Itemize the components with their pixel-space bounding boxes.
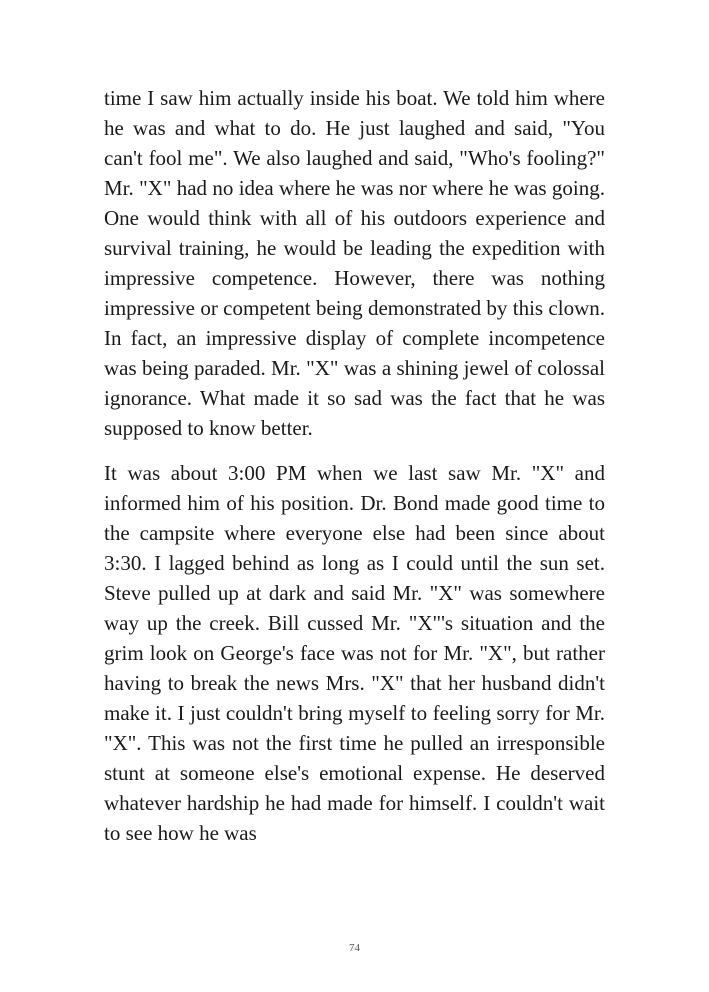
paragraph-1: time I saw him actually inside his boat. We told him where he was and what to do. He just laughed and said, "You can't fool me". We also laughed and said, "Who's fooling?" Mr. "X" had no idea where he was nor where he was going. One would think with all of his outdoors experience and survival training, he would be leading the expedition with impressive competence. However, there was nothing impressive or competent being demonstrated by this clown. In fact, an impressive display of complete incompetence was being paraded. Mr. "X" was a shining jewel of colossal ignorance. What made it so sad was the fact that he was supposed to know better.: [104, 86, 605, 440]
page-body: [104, 83, 605, 848]
page-number: 74: [349, 942, 360, 954]
paragraph-2: It was about 3:00 PM when we last saw Mr. "X" and informed him of his position. Dr. Bond made good time to the campsite where everyone else had been since about 3:30. I lagged behind as long as I could until the sun set. Steve pulled up at dark and said Mr. "X" was somewhere way up the creek. Bill cussed Mr. "X"'s situation and the grim look on George's face was not for Mr. "X", but rather having to break the news Mrs. "X" that her husband didn't make it. I just couldn't bring myself to feeling sorry for Mr. "X". This was not the first time he pulled an irresponsible stunt at someone else's emotional expense. He deserved whatever hardship he had made for himself. I couldn't wait to see how he was: [104, 461, 605, 845]
